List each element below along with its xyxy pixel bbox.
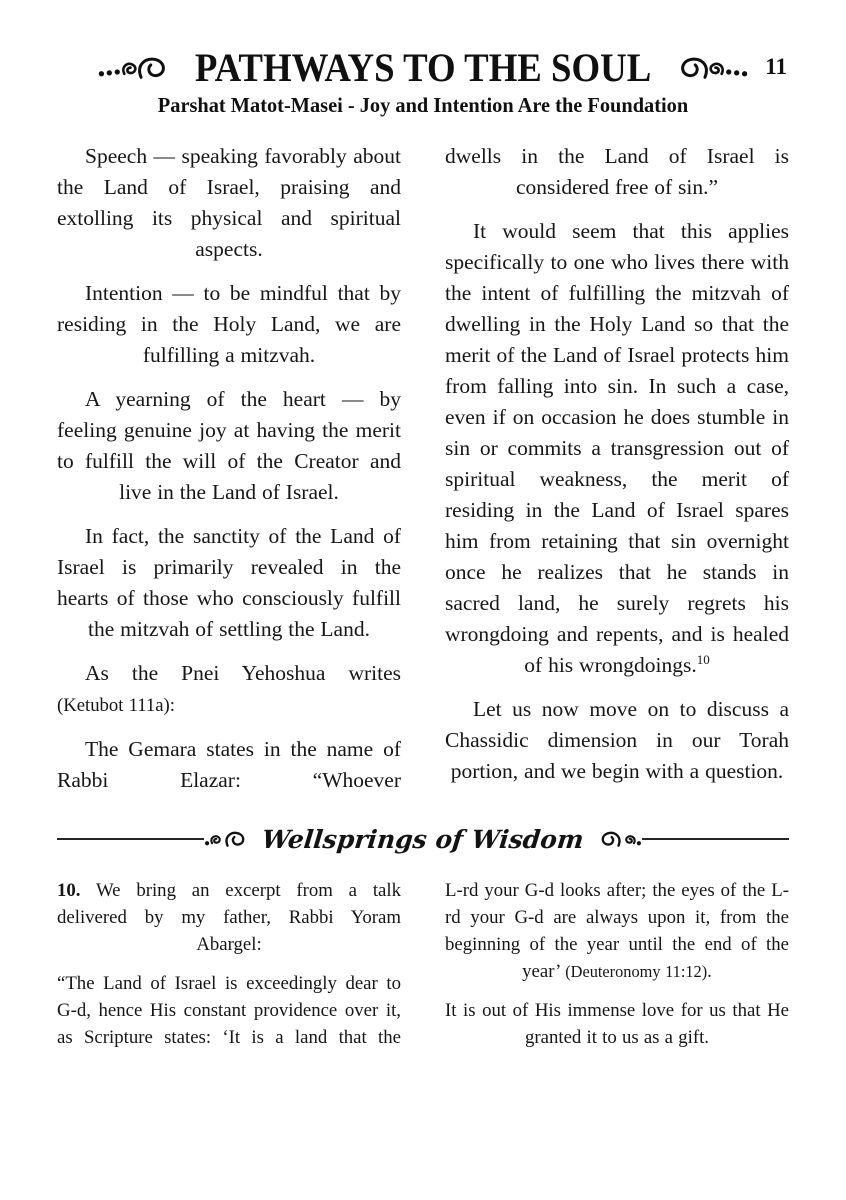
footnote-quote-continuation <box>445 877 789 985</box>
divider-flourish-left-icon <box>204 830 256 849</box>
page-header <box>57 46 789 90</box>
footnote-divider <box>57 824 789 854</box>
footnote-text-tail: . <box>707 961 712 982</box>
right-column <box>445 141 789 809</box>
paragraph-speech: Speech — speaking favorably about the Land of Israel, praising and extolling its physical and spiritual aspects. <box>57 144 401 261</box>
divider-rule-right <box>642 838 789 840</box>
paragraph-it-would-seem <box>445 216 789 681</box>
flourish-left-icon <box>97 55 171 82</box>
paragraph-gemara: The Gemara states in the name of Rabbi Elazar: “Whoever <box>57 737 401 792</box>
paragraph-text: As the Pnei Yehoshua writes <box>85 661 401 685</box>
paragraph-pnei-yehoshua <box>57 658 401 721</box>
chapter-subtitle: Parshat Matot-Masei - Joy and Intention Are the Foundation <box>157 93 689 117</box>
paragraph-yearning: A yearning of the heart — by feeling genuine joy at having the merit to fulfill the will of the Creator and live in the Land of Israel. <box>57 387 401 504</box>
body-columns <box>57 141 789 809</box>
source-reference: (Ketubot 111a): <box>57 695 175 716</box>
footnote-text: L-rd your G-d looks after; the eyes of the L-rd your G-d are always upon it, from the beginning of the year until the end of the year’ <box>445 880 789 982</box>
divider-title: Wellsprings of Wisdom <box>260 824 586 854</box>
footnote-left-column <box>57 877 401 1063</box>
book-title: PATHWAYS TO THE SOUL <box>194 45 652 90</box>
divider-rule-left <box>57 838 204 840</box>
footnote-right-column <box>445 877 789 1063</box>
paragraph-dwells-continuation: dwells in the Land of Israel is considered free of sin.” <box>445 144 789 199</box>
footnote-10 <box>57 877 401 958</box>
divider-flourish-right-icon <box>590 830 642 849</box>
paragraph-intention: Intention — to be mindful that by residing in the Holy Land, we are fulfilling a mitzvah. <box>57 281 401 367</box>
page-number: 11 <box>765 54 787 79</box>
title-block <box>97 46 749 90</box>
footnote-closing-line: It is out of His immense love for us that He granted it to us as a gift. <box>445 1000 789 1048</box>
paragraph-text: It would seem that this applies specifically to one who lives there with the intent of fulfilling the mitzvah of dwelling in the Holy Land so that the merit of the Land of Israel protects him from falling into sin. In such a case, even if on occasion he does stumble in sin or commits a transgression out of spiritual weakness, the merit of residing in the Land of Israel spares him from retaining that sin overnight once he realizes that he stands in sacred land, he surely regrets his wrongdoing and repents, and is healed of his wrongdoings. <box>445 219 789 677</box>
paragraph-sanctity: In fact, the sanctity of the Land of Israel is primarily revealed in the hearts of those who consciously fulfill the mitzvah of settling the Land. <box>57 524 401 641</box>
flourish-right-icon <box>675 55 749 82</box>
footnotes-section <box>57 877 789 1063</box>
footnote-number: 10. <box>57 880 81 901</box>
paragraph-chassidic-dimension: Let us now move on to discuss a Chassidic dimension in our Torah portion, and we begin with a question. <box>445 697 789 783</box>
footnote-text: We bring an excerpt from a talk delivered by my father, Rabbi Yoram Abargel: <box>57 880 401 955</box>
left-column <box>57 141 401 809</box>
footnote-quote-start: “The Land of Israel is exceedingly dear to G-d, hence His constant providence over it, as Scripture states: ‘It is a land that the <box>57 973 401 1048</box>
footnote-marker: 10 <box>696 651 710 667</box>
scripture-reference: (Deuteronomy 11:12) <box>565 962 708 981</box>
